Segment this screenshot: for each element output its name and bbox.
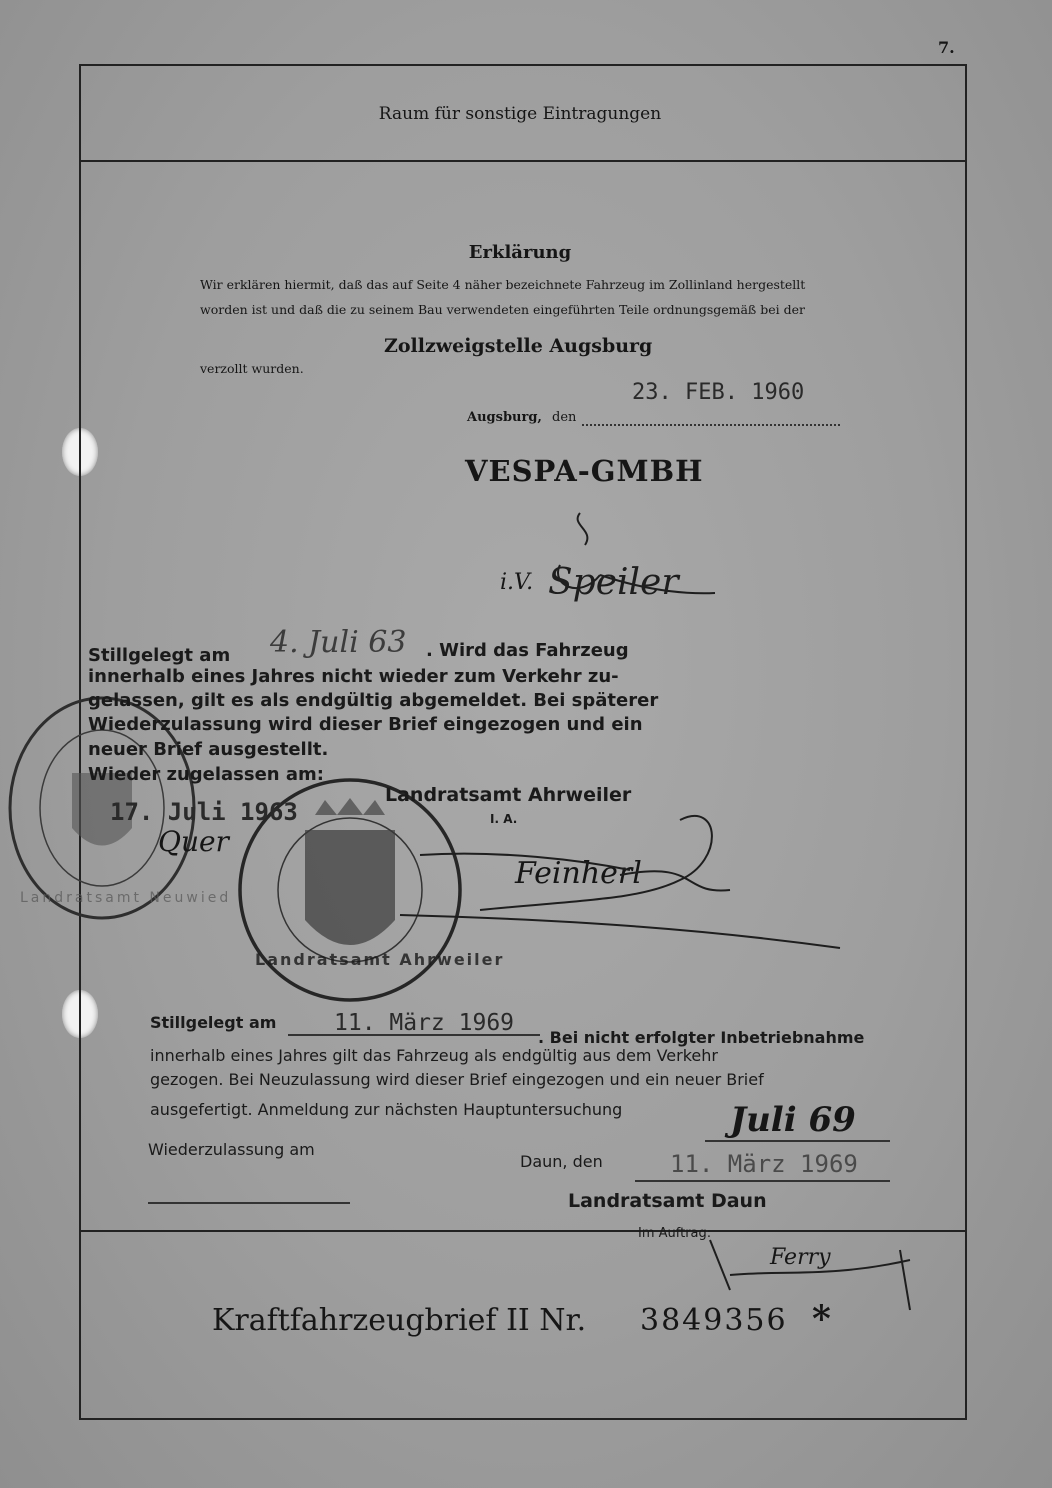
daun-date-stamp: 11. März 1969 — [670, 1150, 858, 1178]
inspection-date-handwritten: Juli 69 — [730, 1100, 856, 1140]
declaration-date-stamp: 23. FEB. 1960 — [632, 380, 805, 405]
stillgelegt-label-1: Stillgelegt am — [88, 645, 231, 666]
dereg2-text-2: innerhalb eines Jahres gilt das Fahrzeug als endgültig aus dem Verkehr — [150, 1046, 718, 1065]
header-title: Raum für sonstige Eintragungen — [378, 104, 662, 124]
declaration-signature: Speiler — [548, 562, 679, 603]
authority-ahrweiler: Landratsamt Ahrweiler — [385, 784, 632, 806]
daun-signature: Ferry — [770, 1245, 831, 1270]
dereg1-text-5: neuer Brief ausgestellt. — [88, 739, 329, 760]
declaration-line-1: Wir erklären hiermit, daß das auf Seite 4 näher bezeichnete Fahrzeug im Zollinland hergestellt — [200, 277, 806, 292]
asterisk-icon: * — [812, 1298, 831, 1340]
dereg2-text-3: gezogen. Bei Neuzulassung wird dieser Brief eingezogen und ein neuer Brief — [150, 1070, 764, 1089]
signature-flourish-icon — [540, 505, 720, 615]
daun-date-underline — [635, 1180, 890, 1182]
stillgelegt-date-handwritten-1: 4. Juli 63 — [270, 625, 407, 660]
dereg2-text-1: . Bei nicht erfolgter Inbetriebnahme — [538, 1028, 865, 1047]
company-name: VESPA-GMBH — [465, 454, 704, 488]
signature-left: Quer — [158, 825, 229, 858]
header-divider — [79, 160, 967, 162]
date-dotted-line — [582, 424, 840, 426]
declaration-line-3: verzollt wurden. — [200, 361, 304, 376]
seal-right-text: Landratsamt Ahrweiler — [255, 950, 505, 969]
place-label: Augsburg, — [467, 410, 542, 425]
stillgelegt-date-stamp-2: 11. März 1969 — [334, 1010, 515, 1036]
declaration-heading: Erklärung — [468, 242, 572, 263]
dereg1-text-2: innerhalb eines Jahres nicht wieder zum Verkehr zu- — [88, 666, 619, 687]
signature-right: Feinherl — [515, 856, 642, 891]
authority-daun: Landratsamt Daun — [568, 1190, 767, 1212]
dereg1-text-1: . Wird das Fahrzeug — [426, 640, 629, 661]
customs-office: Zollzweigstelle Augsburg — [384, 335, 653, 357]
signature-scribble-icon — [380, 800, 850, 960]
readmission-date-stamp-1: 17. Juli 1963 — [110, 798, 298, 826]
on-behalf-label: Im Auftrag: — [638, 1226, 712, 1241]
document-number: 3849356 — [640, 1303, 788, 1338]
stillgelegt-label-2: Stillgelegt am — [150, 1013, 277, 1032]
dereg2-text-4: ausgefertigt. Anmeldung zur nächsten Hauptuntersuchung — [150, 1100, 623, 1119]
seal-left-text: Landratsamt Neuwied — [20, 890, 232, 906]
inspection-underline — [705, 1140, 890, 1142]
readmission-label-2: Wiederzulassung am — [148, 1140, 315, 1159]
dereg1-text-4: Wiederzulassung wird dieser Brief eingezogen und ein — [88, 714, 643, 735]
readmission-underline-2 — [148, 1202, 350, 1204]
ia-label: I. A. — [490, 812, 518, 826]
dereg1-text-3: gelassen, gilt es als endgültig abgemeldet. Bei späterer — [88, 690, 659, 711]
readmission-label-1: Wieder zugelassen am: — [88, 764, 324, 785]
daun-place-label: Daun, den — [520, 1152, 603, 1171]
signature-prefix: i.V. — [500, 570, 534, 595]
page-number: 7. — [938, 38, 955, 57]
document-title: Kraftfahrzeugbrief II Nr. — [212, 1303, 587, 1338]
den-label: den — [552, 410, 577, 425]
declaration-line-2: worden ist und daß die zu seinem Bau verwendeten eingeführten Teile ordnungsgemäß bei der — [200, 302, 806, 317]
